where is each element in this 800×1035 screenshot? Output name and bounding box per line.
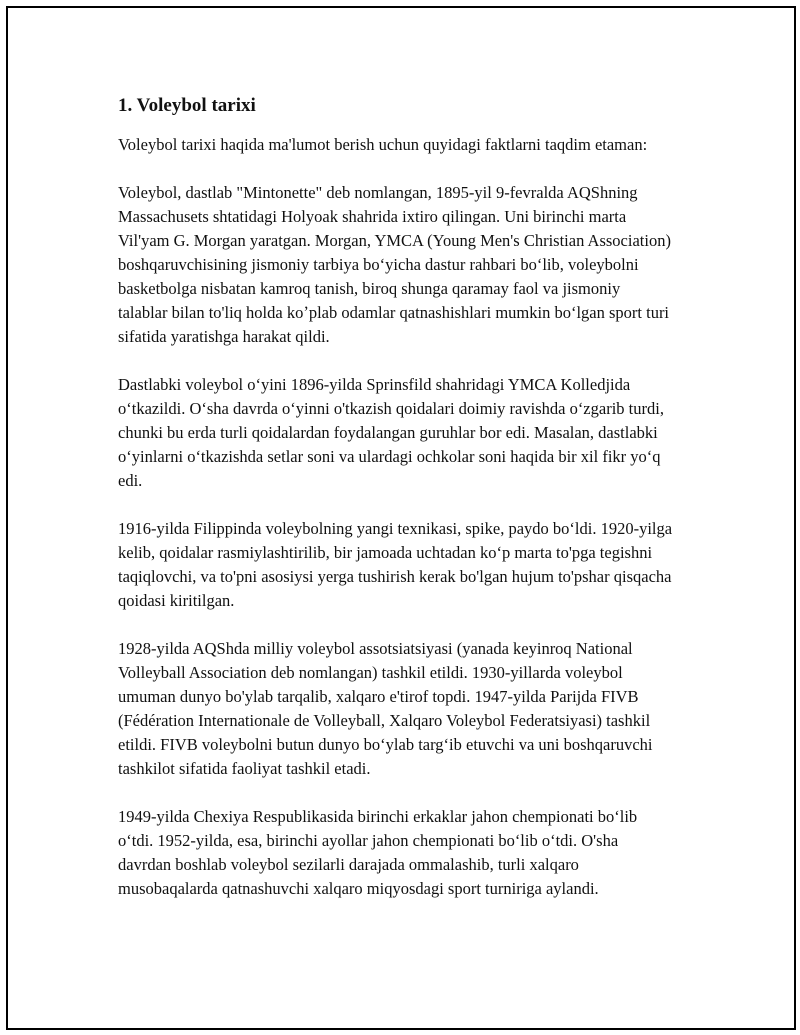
paragraph-first-game: Dastlabki voleybol oʻyini 1896-yilda Sprinsfild shahridagi YMCA Kolledjida oʻtkazildi. Oʻsha davrda oʻyinni o'tkazish qoidalari doimiy ravishda oʻzgarib turdi, chunki bu erda turli qoidalardan foydalangan guruhlar bor edi. Masalan, dastlabki oʻyinlarni oʻtkazishda setlar soni va ulardagi ochkolar soni haqida bir xil fikr yoʻq edi. [118, 375, 664, 490]
section-heading: 1. Voleybol tarixi [118, 95, 256, 116]
paragraph-associations: 1928-yilda AQShda milliy voleybol assotsiatsiyasi (yanada keyinroq National Volleyball Association deb nomlangan) tashkil etildi. 1930-yillarda voleybol umuman dunyo bo'ylab tarqalib, xalqaro e'tirof topdi. 1947-yilda Parijda FIVB (Fédération Internationale de Volleyball, Xalqaro Voleybol Federatsiyasi) tashkil etildi. FIVB voleybolni butun dunyo boʻylab targʻib etuvchi va uni boshqaruvchi tashkilot sifatida faoliyat tashkil etadi. [118, 639, 653, 778]
document-body [118, 92, 673, 925]
paragraph-intro: Voleybol tarixi haqida ma'lumot berish uchun quyidagi faktlarni taqdim etaman: [118, 135, 648, 154]
paragraph-rules: 1916-yilda Filippinda voleybolning yangi texnikasi, spike, paydo boʻldi. 1920-yilga kelib, qoidalar rasmiylashtirilib, bir jamoada uchtadan koʻp marta to'pga tegishni taqiqlovchi, va to'pni asosiysi yerga tushirish kerak bo'lgan hujum to'pshar qisqacha qoidasi kiritilgan. [118, 519, 673, 610]
paragraph-origin: Voleybol, dastlab "Mintonette" deb nomlangan, 1895-yil 9-fevralda AQShning Massachusets shtatidagi Holyoak shahrida ixtiro qilingan. Uni birinchi marta Vil'yam G. Morgan yaratgan. Morgan, YMCA (Young Men's Christian Association) boshqaruvchisining jismoniy tarbiya boʻyicha dastur rahbari boʻlib, voleybolni basketbolga nisbatan kamroq tanish, biroq shunga qaramay faol va jismoniy talablar bilan to'liq holda koʼplab odamlar qatnashishlari mumkin boʻlgan sport turi sifatida yaratishga harakat qildi. [118, 183, 671, 346]
paragraph-championships: 1949-yilda Chexiya Respublikasida birinchi erkaklar jahon chempionati boʻlib oʻtdi. 1952-yilda, esa, birinchi ayollar jahon chempionati boʻlib oʻtdi. O'sha davrdan boshlab voleybol sezilarli darajada ommalashib, turli xalqaro musobaqalarda qatnashuvchi xalqaro miqyosdagi sport turniriga aylandi. [118, 807, 638, 898]
